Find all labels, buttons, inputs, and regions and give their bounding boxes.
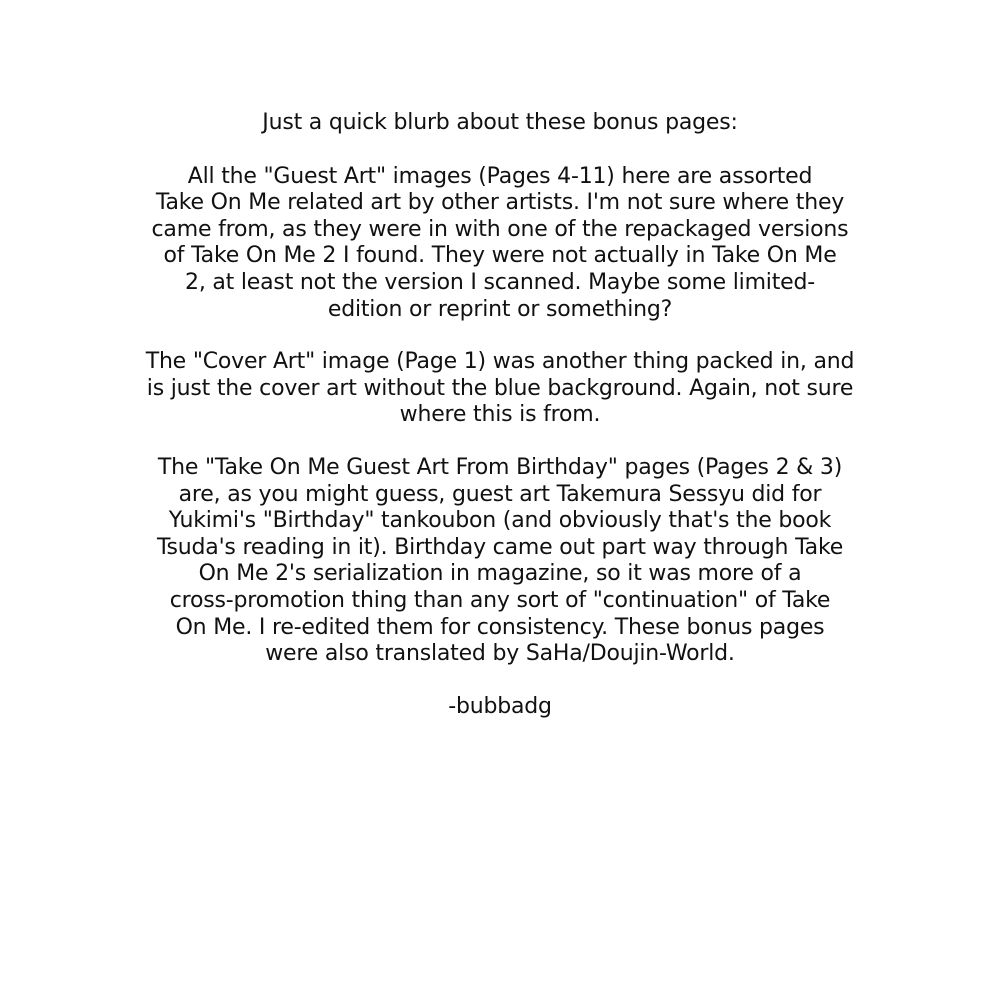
paragraph-line: cross-promotion thing than any sort of "continuation" of Take xyxy=(169,587,831,613)
paragraph-line: where this is from. xyxy=(399,402,601,428)
paragraph-birthday-guest-art xyxy=(70,455,930,668)
paragraph-line: is just the cover art without the blue background. Again, not sure xyxy=(146,375,854,401)
paragraph-line: The "Cover Art" image (Page 1) was another thing packed in, and xyxy=(145,349,855,375)
paragraph-line: came from, as they were in with one of the repackaged versions xyxy=(151,216,849,242)
paragraph-cover-art xyxy=(70,349,930,429)
paragraph-line: of Take On Me 2 I found. They were not actually in Take On Me xyxy=(163,243,837,269)
translator-note xyxy=(70,110,930,720)
paragraph-line: edition or reprint or something? xyxy=(327,296,673,322)
paragraph-line: The "Take On Me Guest Art From Birthday" pages (Pages 2 & 3) xyxy=(157,454,843,480)
paragraph-line: Take On Me related art by other artists. I'm not sure where they xyxy=(155,190,845,216)
paragraph-line: are, as you might guess, guest art Takemura Sessyu did for xyxy=(178,481,822,507)
paragraph-line: All the "Guest Art" images (Pages 4-11) here are assorted xyxy=(187,163,813,189)
paragraph-line: Tsuda's reading in it). Birthday came out part way through Take xyxy=(156,534,844,560)
paragraph-guest-art xyxy=(70,164,930,324)
paragraph-line: On Me 2's serialization in magazine, so it was more of a xyxy=(198,561,802,587)
signature: -bubbadg xyxy=(448,693,552,719)
paragraph-line: 2, at least not the version I scanned. Maybe some limited- xyxy=(185,269,815,295)
paragraph-line: On Me. I re-edited them for consistency. These bonus pages xyxy=(175,614,825,640)
intro-line: Just a quick blurb about these bonus pages: xyxy=(262,110,738,135)
paragraph-line: were also translated by SaHa/Doujin-World. xyxy=(265,641,735,667)
paragraph-line: Yukimi's "Birthday" tankoubon (and obviously that's the book xyxy=(168,508,832,534)
